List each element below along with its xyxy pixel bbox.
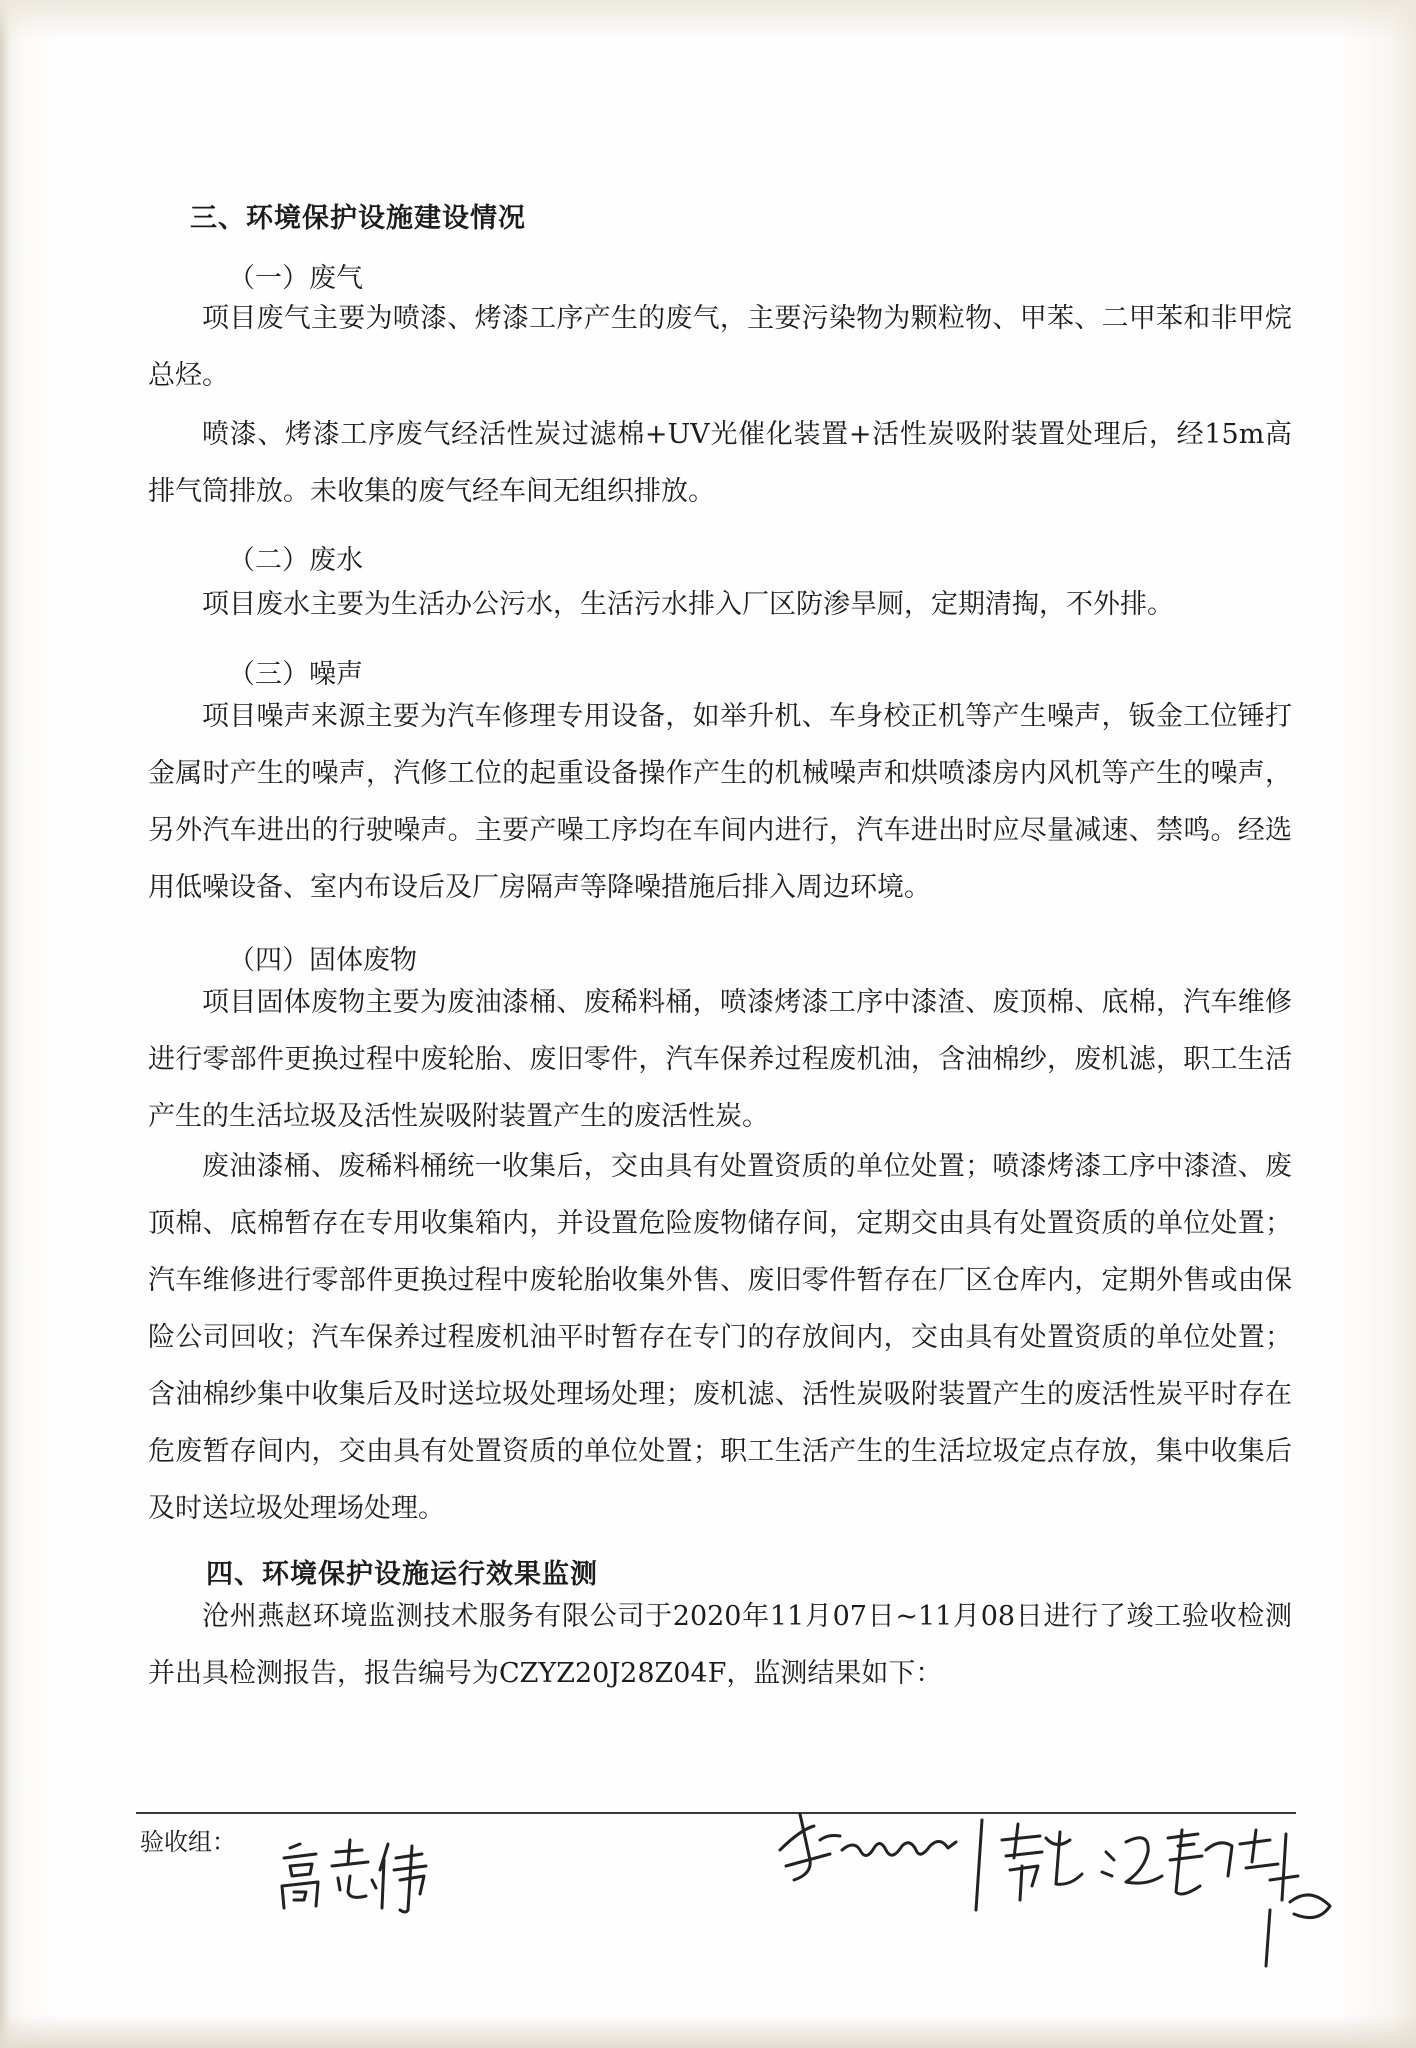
acceptance-group-label: 验收组： [140, 1828, 236, 1856]
waste-gas-paragraph-2: 喷漆、烤漆工序废气经活性炭过滤棉+UV光催化装置+活性炭吸附装置处理后，经15m高排气筒排放。未收集的废气经车间无组织排放。 [148, 419, 1292, 507]
section-4-heading: 四、环境保护设施运行效果监测 [206, 1559, 598, 1590]
subsection-waste-gas-title: （一）废气 [228, 263, 363, 294]
waste-gas-paragraph-1: 项目废气主要为喷漆、烤漆工序产生的废气，主要污染物为颗粒物、甲苯、二甲苯和非甲烷总烃。 [148, 303, 1292, 391]
subsection-solid-waste-title: （四）固体废物 [228, 945, 417, 976]
solid-waste-paragraph-2: 废油漆桶、废稀料桶统一收集后，交由具有处置资质的单位处置；喷漆烤漆工序中漆渣、废顶棉、底棉暂存在专用收集箱内，并设置危险废物储存间，定期交由具有处置资质的单位处置；汽车维修进行零部件更换过程中废轮胎收集外售、废旧零件暂存在厂区仓库内，定期外售或由保险公司回收；汽车保养过程废机油平时暂存在专门的存放间内，交由具有处置资质的单位处置；含油棉纱集中收集后及时送垃圾处理场处理；废机滤、活性炭吸附装置产生的废活性炭平时存在危废暂存间内，交由具有处置资质的单位处置；职工生活产生的生活垃圾定点存放，集中收集后及时送垃圾处理场处理。 [148, 1151, 1292, 1524]
solid-waste-paragraph-1: 项目固体废物主要为废油漆桶、废稀料桶，喷漆烤漆工序中漆渣、废顶棉、底棉，汽车维修进行零部件更换过程中废轮胎、废旧零件，汽车保养过程废机油，含油棉纱，废机滤，职工生活产生的生活垃圾及活性炭吸附装置产生的废活性炭。 [148, 987, 1292, 1132]
monitoring-paragraph: 沧州燕赵环境监测技术服务有限公司于2020年11月07日~11月08日进行了竣工验收检测并出具检测报告，报告编号为CZYZ20J28Z04F，监测结果如下： [148, 1601, 1292, 1689]
waste-water-paragraph: 项目废水主要为生活办公污水，生活污水排入厂区防渗旱厕，定期清掏，不外排。 [202, 589, 1174, 620]
subsection-waste-water-title: （二）废水 [228, 545, 363, 576]
signature-gao-zhiwei [270, 1830, 440, 1920]
subsection-noise-title: （三）噪声 [228, 659, 363, 690]
section-3-heading: 三、环境保护设施建设情况 [190, 203, 526, 234]
noise-paragraph: 项目噪声来源主要为汽车修理专用设备，如举升机、车身校正机等产生噪声，钣金工位锤打金属时产生的噪声，汽修工位的起重设备操作产生的机械噪声和烘喷漆房内风机等产生的噪声，另外汽车进出的行驶噪声。主要产噪工序均在车间内进行，汽车进出时应尽量减速、禁鸣。经选用低噪设备、室内布设后及厂房隔声等降噪措施后排入周边环境。 [148, 701, 1292, 903]
paper-bottom-shadow [0, 2014, 1416, 2048]
paper-top-shadow [0, 0, 1416, 40]
signature-group-right [770, 1790, 1370, 1970]
